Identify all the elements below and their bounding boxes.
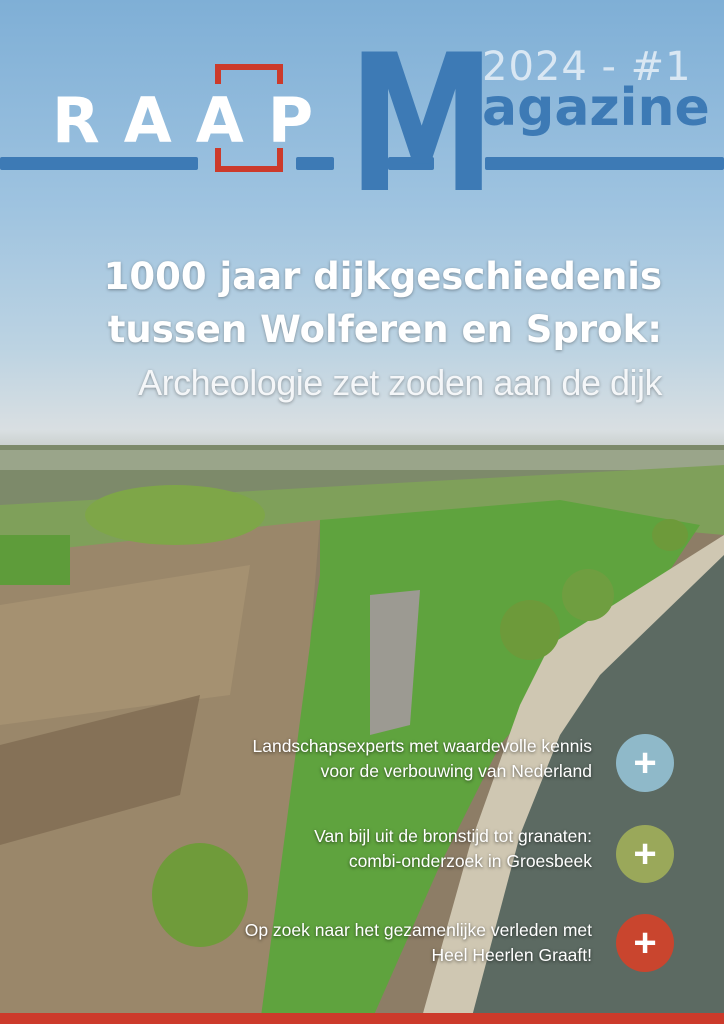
logo-line-left — [0, 157, 198, 170]
headline-line-2: tussen Wolferen en Sprok: — [107, 308, 662, 351]
logo-bracket-bottom — [215, 148, 283, 172]
teaser-2-plus-button[interactable]: + — [616, 825, 674, 883]
magazine-big-m: M — [348, 14, 496, 235]
teaser-1-plus-button[interactable]: + — [616, 734, 674, 792]
issue-number: 2024 - #1 — [482, 44, 692, 90]
teaser-3-line-1: Op zoek naar het gezamenlijke verleden met — [244, 920, 592, 940]
teaser-1-line-2: voor de verbouwing van Nederland — [320, 761, 592, 781]
teaser-2[interactable] — [314, 824, 592, 874]
teaser-1[interactable] — [253, 734, 593, 784]
teaser-2-line-2: combi-onderzoek in Groesbeek — [348, 851, 592, 871]
headline-line-1: 1000 jaar dijkgeschiedenis — [103, 255, 662, 298]
footer-red-bar — [0, 1013, 724, 1024]
teaser-3-line-2: Heel Heerlen Graaft! — [431, 945, 592, 965]
logo-bracket-top — [215, 64, 283, 84]
teaser-3[interactable] — [245, 918, 592, 968]
teaser-2-line-1: Van bijl uit de bronstijd tot granaten: — [314, 826, 592, 846]
logo-line-segment — [296, 157, 334, 170]
headline-subtitle: Archeologie zet zoden aan de dijk — [138, 362, 662, 403]
brand-logo-raap: RAAP — [52, 84, 338, 157]
teaser-3-plus-button[interactable]: + — [616, 914, 674, 972]
logo-line-right — [485, 157, 724, 170]
magazine-wordmark: agazine — [482, 78, 710, 138]
teaser-1-line-1: Landschapsexperts met waardevolle kennis — [252, 736, 592, 756]
